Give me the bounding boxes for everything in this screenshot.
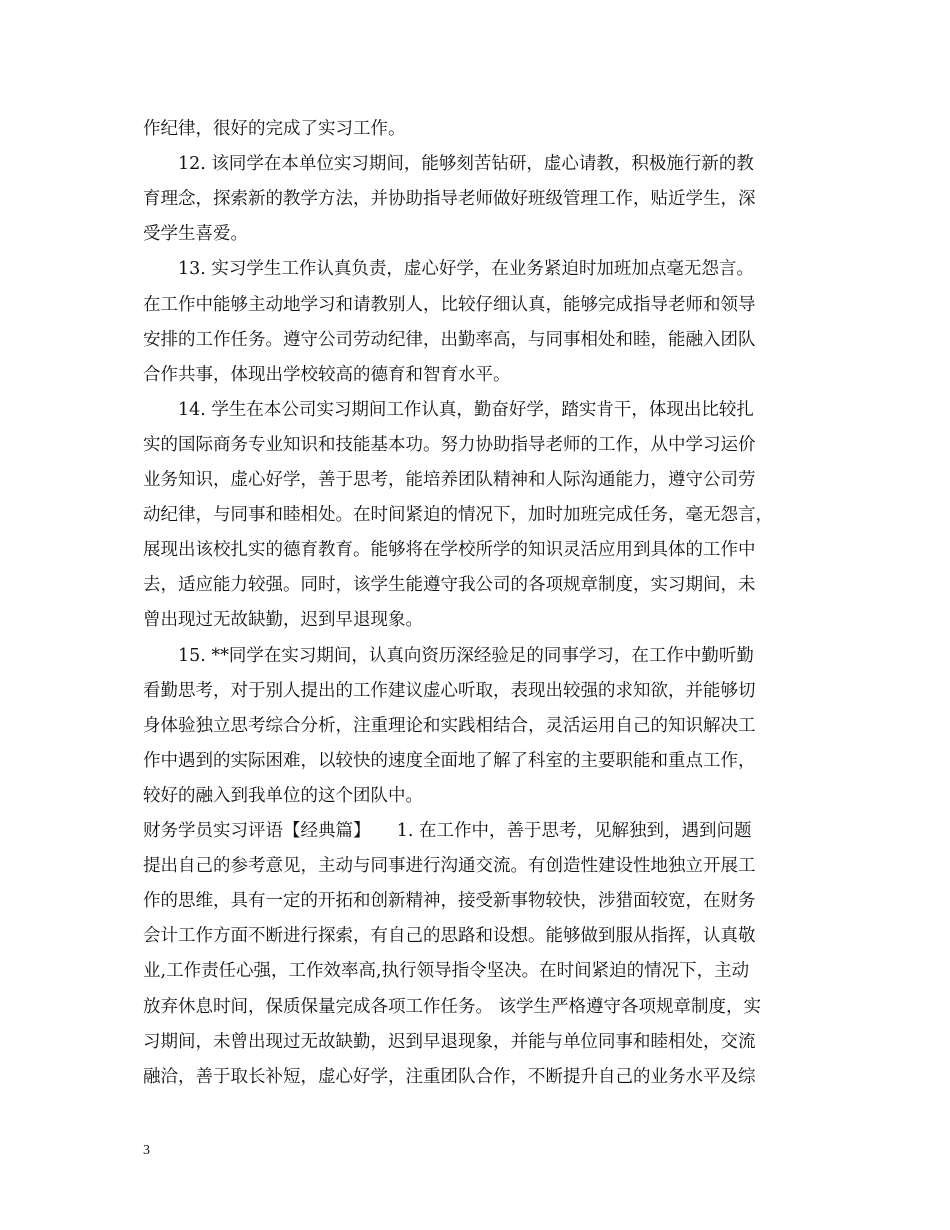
text-line: 安排的工作任务。遵守公司劳动纪律，出勤率高，与同事相处和睦，能融入团队 — [143, 329, 756, 350]
text-line: 较好的融入到我单位的这个团队中。 — [143, 785, 423, 806]
text-line: 作的思维，具有一定的开拓和创新精神，接受新事物较快，涉猎面较宽，在财务 — [143, 891, 756, 912]
text-line: 13. 实习学生工作认真负责，虚心好学，在业务紧迫时加班加点毫无怨言。 — [178, 259, 754, 280]
text-line: 业,工作责任心强，工作效率高,执行领导指令坚决。在时间紧迫的情况下，主动 — [143, 961, 750, 982]
text-line: 展现出该校扎实的德育教育。能够将在学校所学的知识灵活应用到具体的工作中 — [143, 540, 756, 561]
text-line: 15. **同学在实习期间，认真向资历深经验足的同事学习，在工作中勤听勤 — [178, 645, 754, 666]
text-line: 作纪律，很好的完成了实习工作。 — [143, 119, 406, 139]
text-line: 作中遇到的实际困难，以较快的速度全面地了解了科室的主要职能和重点工作， — [143, 750, 756, 771]
text-line: 合作共事，体现出学校较高的德育和智育水平。 — [143, 364, 511, 385]
text-line: 看勤思考，对于别人提出的工作建议虚心听取，表现出较强的求知欲，并能够切 — [143, 680, 756, 701]
text-line: 放弃休息时间，保质保量完成各项工作任务。 该学生严格遵守各项规章制度，实 — [143, 996, 762, 1017]
text-line: 在工作中能够主动地学习和请教别人，比较仔细认真，能够完成指导老师和领导 — [143, 294, 756, 315]
text-line: 12. 该同学在本单位实习期间，能够刻苦钻研，虚心请教，积极施行新的教 — [178, 154, 754, 175]
text-line: 会计工作方面不断进行探索，有自己的思路和设想。能够做到服从指挥，认真敬 — [143, 926, 756, 947]
text-line: 育理念，探索新的教学方法，并协助指导老师做好班级管理工作，贴近学生，深 — [143, 189, 756, 210]
text-line: 身体验独立思考综合分析，注重理论和实践相结合，灵活运用自己的知识解决工 — [143, 715, 756, 736]
text-line: 业务知识，虚心好学，善于思考，能培养团队精神和人际沟通能力，遵守公司劳 — [143, 470, 756, 490]
page-number: 3 — [143, 1143, 150, 1158]
text-line: 受学生喜爱。 — [143, 224, 248, 245]
text-line: 曾出现过无故缺勤，迟到早退现象。 — [143, 610, 423, 631]
text-line: 去，适应能力较强。同时，该学生能遵守我公司的各项规章制度，实习期间，未 — [143, 575, 756, 596]
text-line: 提出自己的参考意见，主动与同事进行沟通交流。有创造性建设性地独立开展工 — [143, 856, 756, 877]
text-line: 动纪律，与同事和睦相处。在时间紧迫的情况下，加时加班完成任务，毫无怨言， — [143, 505, 773, 526]
text-line: 14. 学生在本公司实习期间工作认真，勤奋好学，踏实肯干，体现出比较扎 — [178, 399, 754, 420]
text-line: 融洽，善于取长补短，虚心好学，注重团队合作，不断提升自己的业务水平及综 — [143, 1066, 756, 1087]
text-line: 实的国际商务专业知识和技能基本功。努力协助指导老师的工作，从中学习运价 — [143, 434, 756, 455]
text-line: 财务学员实习评语【经典篇】 1. 在工作中，善于思考，见解独到，遇到问题 — [143, 821, 752, 841]
text-line: 习期间，未曾出现过无故缺勤，迟到早退现象，并能与单位同事和睦相处，交流 — [143, 1031, 756, 1052]
